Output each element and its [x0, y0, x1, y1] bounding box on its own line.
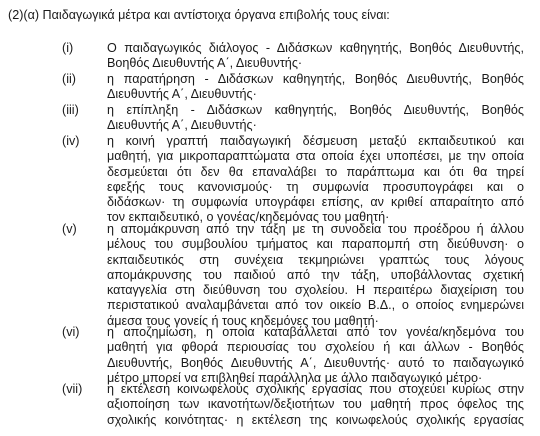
- item-line: μέλους του συμβουλίου τμήματος και παραπομπή στη διεύθυνση· ο: [107, 237, 524, 252]
- item-number: (i): [62, 41, 74, 55]
- item-text: [107, 103, 524, 134]
- item-text: [107, 382, 524, 428]
- item-number: (iii): [62, 103, 79, 117]
- item-number: (vii): [62, 382, 83, 396]
- item-text: [107, 325, 524, 386]
- item-line: τον εκπαιδευτικό, ο γονέας/κηδεμόνας του μαθητή·: [107, 210, 390, 225]
- item-line: η κοινή γραπτή παιδαγωγική δέσμευση μεταξύ εκπαιδευτικού και: [107, 134, 524, 148]
- section-heading: (2)(α) Παιδαγωγικά μέτρα και αντίστοιχα όργανα επιβολής τους είναι:: [8, 8, 390, 22]
- item-line: Διευθυντής Α΄, Διευθυντής·: [107, 87, 257, 102]
- item-line: μαθητή για φθορά περιουσίας του σχολείου ή και άλλων - Βοηθός: [107, 340, 524, 355]
- item-line: περιστατικού αναλαμβάνεται από τον οικείο Β.Δ., ο οποίος ενημερώνει: [107, 298, 524, 313]
- item-text: [107, 72, 524, 103]
- item-line: Διευθυντής Α΄, Διευθυντής·: [107, 118, 257, 133]
- item-line: μέτρο μπορεί να επιβληθεί παράλληλα με άλλο παιδαγωγικό μέτρο·: [107, 370, 483, 385]
- item-line: δεσμεύεται ότι δεν θα επαναλάβει το παράπτωμα και ότι θα τηρεί: [107, 164, 524, 179]
- item-text: [107, 222, 524, 329]
- item-line: η επίπληξη - Διδάσκων καθηγητής, Βοηθός Διευθυντής, Βοηθός: [107, 103, 524, 117]
- item-line: η παρατήρηση - Διδάσκων καθηγητής, Βοηθός Διευθυντής, Βοηθός: [107, 72, 524, 86]
- item-line: η αποζημίωση, η οποία καταβάλλεται από τον γονέα/κηδεμόνα του: [107, 325, 524, 339]
- item-line: άμεσα τους γονείς ή τους κηδεμόνες του μαθητή·: [107, 313, 379, 328]
- item-line: Ο παιδαγωγικός διάλογος - Διδάσκων καθηγητής, Βοηθός Διευθυντής,: [107, 41, 524, 55]
- item-number: (vi): [62, 325, 80, 339]
- item-line: αξιοποίηση των ικανοτήτων/δεξιοτήτων του μαθητή προς όφελος της: [107, 397, 524, 412]
- item-number: (ii): [62, 72, 76, 86]
- item-line: μαθητή, για μικροπαραπτώματα στα οποία έχει υποπέσει, με την οποία: [107, 149, 524, 164]
- item-line: διδάσκων· τη συμφωνία υπογράφει επίσης, αν κριθεί απαραίτητο από: [107, 195, 524, 210]
- item-line: καταγγελία στη διεύθυνση του σχολείου. Η περαιτέρω διαχείριση του: [107, 283, 524, 298]
- item-number: (iv): [62, 134, 80, 148]
- item-line: Βοηθός Διευθυντής Α΄, Διευθυντής·: [107, 56, 303, 71]
- item-line: εφεξής τους κανονισμούς· τη συμφωνία προσυπογράφει και ο: [107, 179, 524, 194]
- item-line: σχολικής κοινότητας· η εκτέλεση της κοινωφελούς σχολικής εργασίας: [107, 412, 524, 427]
- item-line: η εκτέλεση κοινωφελούς σχολικής εργασίας που στοχεύει κυρίως στην: [107, 382, 524, 396]
- item-line: η απομάκρυνση από την τάξη με τη συνοδεία του προέδρου ή άλλου: [107, 222, 524, 236]
- item-text: [107, 134, 524, 226]
- item-line: Διευθυντής, Βοηθός Διευθυντής Α΄, Διευθυντής· αυτό το παιδαγωγικό: [107, 355, 524, 370]
- item-line: απομάκρυνσης του παιδιού από την τάξη, υποβάλλοντας σχετική: [107, 267, 524, 282]
- item-text: [107, 41, 524, 72]
- item-number: (v): [62, 222, 77, 236]
- item-line: εκπαιδευτικός στη συνέχεια τεκμηριώνει γραπτώς τους λόγους: [107, 252, 524, 267]
